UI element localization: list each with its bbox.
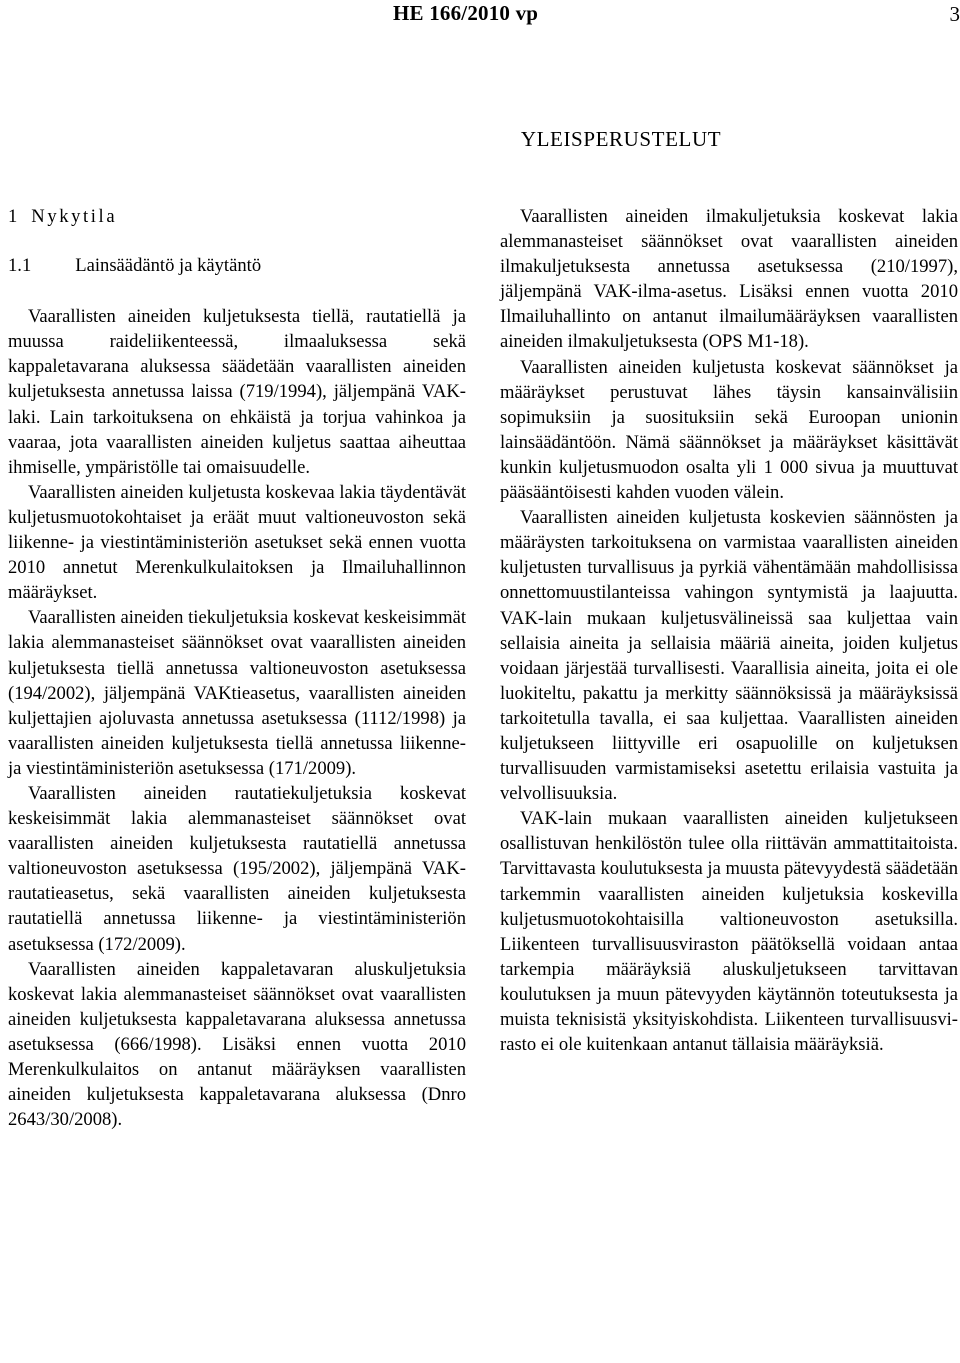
paragraph: VAK-lain mukaan vaarallisten aineiden kuljetukseen osallistuvan henkilöstön tulee olla riittävän ammattitaitoista. Tarvittavasta koulutuksesta ja muusta pätevyydestä säädetään tarkemmin vaarallisten aineiden kuljetuksia koskevilla kuljetusmuotokohtaisilla valtioneuvoston asetuksilla. Liikenteen turvallisuusviraston päätöksellä voidaan antaa tarkempia määräyksiä aluskuljetukseen tarvittavan koulutuksen ja muun pätevyyden käytännön toteutuksesta ja muista teknisistä yksityiskohdista. Liikenteen turvallisuusvirasto ei ole kuitenkaan antanut tällaisia määräyksiä. xyxy=(500,808,958,1056)
paragraph: Vaarallisten aineiden ilmakuljetuksia koskevat lakia alemmanasteiset säännökset ovat vaarallisten aineiden ilmakuljetuksesta annetussa asetuksessa (210/1997), jäljempänä VAK-ilma-asetus. Lisäksi ennen vuotta 2010 Ilmailuhallinto on antanut ilmailumääräyksen vaarallisten aineiden ilmakuljetuksesta (OPS M1-18). xyxy=(500,206,958,353)
paragraph: Vaarallisten aineiden kappaletavaran aluskuljetuksia koskevat lakia alemmanasteiset säännökset ovat vaarallisten aineiden kuljetuksesta kappaletavarana aluksessa annetussa asetuksessa (666/1998). Lisäksi ennen vuotta 2010 Merenkulkulaitos on antanut määräyksen vaarallisten aineiden kuljetuksesta kappaletavarana aluksessa (Dnro 2643/30/2008). xyxy=(8,958,466,1131)
document-id: HE 166/2010 vp xyxy=(393,1,539,25)
page-number: 3 xyxy=(949,2,960,26)
heading-level-1 xyxy=(8,204,466,229)
paragraph: Vaarallisten aineiden kuljetusta koskevaa lakia täydentävät kuljetusmuotokohtaiset ja eräät muut valtioneuvoston sekä liikenne- ja viestintäministeriön asetukset sekä ennen vuotta 2010 annetut Merenkulkulaitoksen ja Ilmailuhallinnon määräykset. xyxy=(8,481,466,604)
heading-level-2 xyxy=(8,253,466,278)
heading-2-number: 1.1 xyxy=(8,255,32,277)
heading-1-number: 1 xyxy=(8,206,18,227)
paragraph: Vaarallisten aineiden tiekuljetuksia koskevat keskeisimmät lakia alemmanasteiset säännökset ovat vaarallisten aineiden kuljetuksesta tiellä annetussa valtioneuvoston asetuksessa (194/2002), jäljempänä VAKtieasetus, vaarallisten aineiden kuljettajien ajoluvasta annetussa asetuksessa (1112/1998) ja vaarallisten aineiden kuljetuksesta tiellä annetussa liikenne- ja viestintäministeriön asetuksessa (171/2009). xyxy=(8,607,466,779)
heading-1-text: Nykytila xyxy=(31,206,118,227)
left-column xyxy=(8,204,466,1132)
page-header xyxy=(0,0,960,28)
section-title: YLEISPERUSTELUT xyxy=(520,127,722,151)
paragraph: Vaarallisten aineiden kuljetuksesta tiellä, rautatiellä ja muussa raideliikenteessä, ilmaaluksessa sekä kappaletavarana aluksessa säädetään vaarallisten aineiden kuljetuksesta annetussa laissa (719/1994), jäljempänä VAK-laki. Lain tarkoituksena on ehkäistä ja torjua vahinkoa ja vaaraa, jota vaarallisten aineiden kuljetus saattaa aiheuttaa ihmiselle, ympäristölle tai omaisuudelle. xyxy=(8,306,466,478)
heading-2-text: Lainsäädäntö ja käytäntö xyxy=(75,255,262,277)
paragraph: Vaarallisten aineiden rautatiekuljetuksia koskevat keskeisimmät lakia alemmanasteiset säännökset ovat vaarallisten aineiden kuljetuksesta rautatiellä annetussa valtioneuvoston asetuksessa (195/2002), jäljempänä VAK-rautatieasetus, sekä vaarallisten aineiden kuljetuksesta rautatiellä annetussa liikenne- ja viestintäministeriön asetuksessa (172/2009). xyxy=(8,782,466,955)
right-column xyxy=(500,204,958,1057)
paragraph: Vaarallisten aineiden kuljetusta koskevien säännösten ja määräysten tarkoituksena on varmistaa vaarallisten aineiden kuljetusten turvallisuus ja pyrkiä vähentämään mahdollisissa onnettomuustilanteissa vahingon syntymistä ja laajuutta. VAK-lain mukaan kuljetusvälineissä saa kuljettaa vain sellaisia aineita ja sellaisia määriä aineita, joiden kuljetus voidaan järjestää turvallisesti. Vaarallisia aineita, joita ei ole luokiteltu, pakattu ja merkitty säännöksissä ja määräyksissä tarkoitetulla tavalla, ei saa kuljettaa. Vaarallisten aineiden kuljetukseen liittyville eri osapuolille on kuljetuksen turvallisuuden varmistamiseksi asetettu erilaisia vastuita ja velvollisuuksia. xyxy=(500,507,958,805)
paragraph: Vaarallisten aineiden kuljetusta koskevat säännökset ja määräykset perustuvat lähes täysin kansainvälisiin sopimuksiin ja suosituksiin sekä Euroopan unionin lainsäädäntöön. Nämä säännökset ja määräykset käsittävät kunkin kuljetusmuodon osalta yli 1 000 sivua ja muuttuvat pääsääntöisesti kahden vuoden välein. xyxy=(500,356,958,504)
